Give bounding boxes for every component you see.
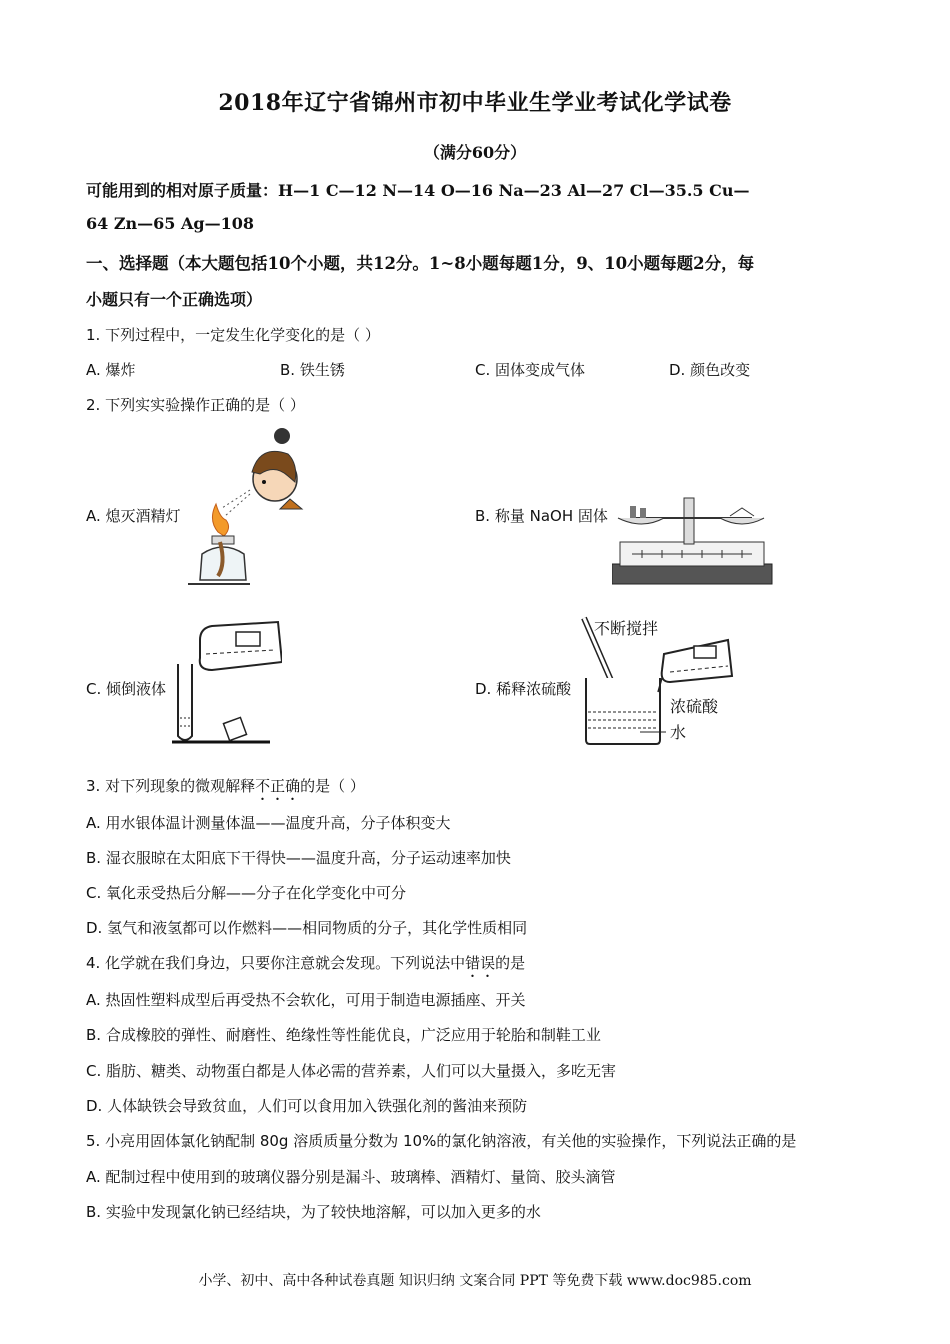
q1-option-b: B. 铁生锈 <box>280 361 345 379</box>
q2-option-a: A. 熄灭酒精灯 <box>86 507 181 525</box>
q1-option-a: A. 爆炸 <box>86 361 136 379</box>
question-3-stem <box>86 775 365 804</box>
q5-option-b: B. 实验中发现氯化钠已经结块，为了较快地溶解，可以加入更多的水 <box>86 1203 541 1221</box>
q2-option-c: C. 倾倒液体 <box>86 680 167 698</box>
q4-stem-pre: 4. 化学就在我们身边，只要你注意就会发现。下列说法中 <box>86 954 466 972</box>
atomic-masses-line1: 可能用到的相对原子质量：H—1 C—12 N—14 O—16 Na—23 Al—27 Cl—35.5 Cu— <box>86 181 750 200</box>
q3-stem-post: 的是（ ） <box>300 777 365 795</box>
figure-blow-out-alcohol-lamp <box>180 424 310 592</box>
q1-option-c: C. 固体变成气体 <box>475 361 586 379</box>
figure-balance <box>612 494 774 586</box>
full-score: （满分60分） <box>423 143 527 162</box>
q3-option-c: C. 氧化汞受热后分解——分子在化学变化中可分 <box>86 884 407 902</box>
q4-emphasis: 错误 <box>465 954 496 972</box>
section-heading-line1: 一、选择题（本大题包括10个小题，共12分。1~8小题每题1分，9、10小题每题2分，每 <box>86 254 755 273</box>
q3-stem-pre: 3. 对下列现象的微观解释 <box>86 777 256 795</box>
q5-option-a: A. 配制过程中使用到的玻璃仪器分别是漏斗、玻璃棒、酒精灯、量筒、胶头滴管 <box>86 1168 616 1186</box>
q3-option-a: A. 用水银体温计测量体温——温度升高，分子体积变大 <box>86 814 451 832</box>
q4-option-d: D. 人体缺铁会导致贫血，人们可以食用加入铁强化剂的酱油来预防 <box>86 1097 528 1115</box>
q2-option-b: B. 称量 NaOH 固体 <box>475 507 608 525</box>
page-title: 2018年辽宁省锦州市初中毕业生学业考试化学试卷 <box>218 90 732 116</box>
question-1-stem: 1. 下列过程中，一定发生化学变化的是（ ） <box>86 326 380 344</box>
label-water: 水 <box>670 723 687 742</box>
label-concentrated-acid: 浓硫酸 <box>670 697 719 716</box>
label-stir: 不断搅拌 <box>594 619 659 638</box>
q2-option-d: D. 稀释浓硫酸 <box>475 680 572 698</box>
question-2-stem: 2. 下列实实验操作正确的是（ ） <box>86 396 305 414</box>
q4-stem-post: 的是 <box>495 954 526 972</box>
q1-option-d: D. 颜色改变 <box>669 361 751 379</box>
question-5-stem: 5. 小亮用固体氯化钠配制 80g 溶质质量分数为 10%的氯化钠溶液，有关他的实验操作，下列说法正确的是 <box>86 1132 797 1150</box>
figure-pouring-liquid <box>172 616 282 748</box>
footer-text: 小学、初中、高中各种试卷真题 知识归纳 文案合同 PPT 等免费下载 www.doc985.com <box>198 1273 752 1289</box>
q3-emphasis: 不正确 <box>255 777 301 795</box>
question-4-stem <box>86 952 525 981</box>
q3-option-b: B. 湿衣服晾在太阳底下干得快——温度升高，分子运动速率加快 <box>86 849 511 867</box>
q4-option-a: A. 热固性塑料成型后再受热不会软化，可用于制造电源插座、开关 <box>86 991 526 1009</box>
atomic-masses-line2: 64 Zn—65 Ag—108 <box>86 214 254 233</box>
q4-option-b: B. 合成橡胶的弹性、耐磨性、绝缘性等性能优良，广泛应用于轮胎和制鞋工业 <box>86 1026 601 1044</box>
section-heading-line2: 小题只有一个正确选项） <box>86 290 263 309</box>
figure-dilute-sulfuric-acid <box>578 614 778 748</box>
q4-option-c: C. 脂肪、糖类、动物蛋白都是人体必需的营养素，人们可以大量摄入，多吃无害 <box>86 1062 617 1080</box>
q3-option-d: D. 氢气和液氢都可以作燃料——相同物质的分子，其化学性质相同 <box>86 919 528 937</box>
